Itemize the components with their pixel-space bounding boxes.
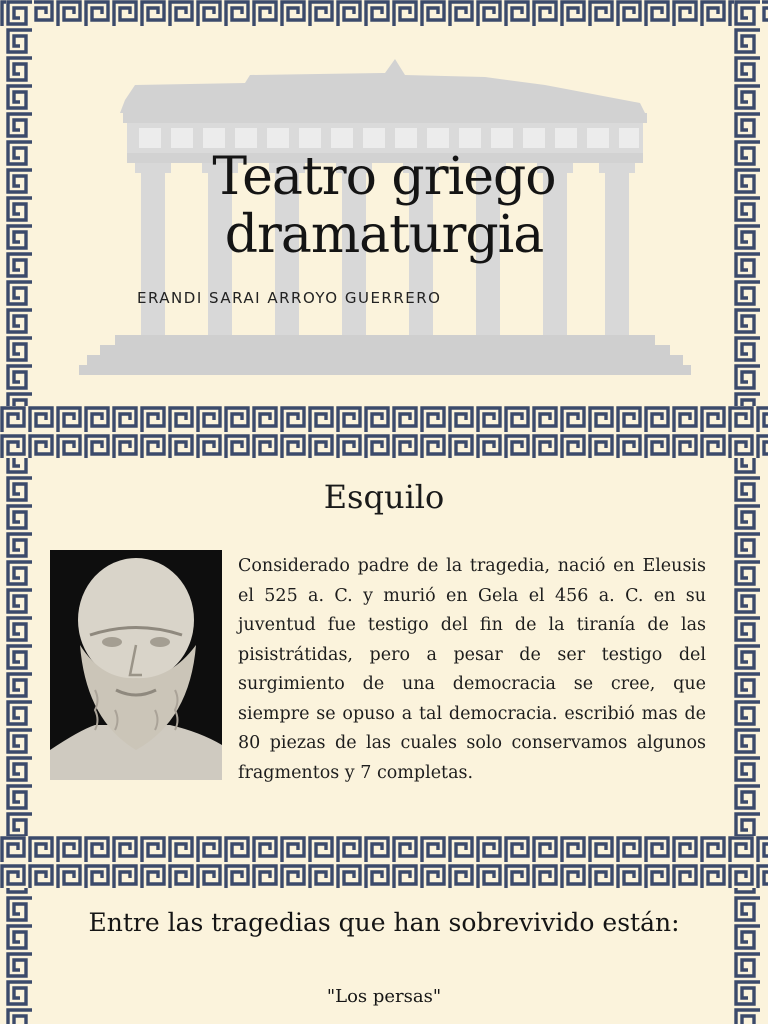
title-line-2: dramaturgia bbox=[224, 205, 544, 265]
section-heading: Esquilo bbox=[323, 478, 445, 516]
divider-border-2 bbox=[0, 836, 768, 888]
author-name: ERANDI SARAI ARROYO GUERRERO bbox=[137, 289, 442, 307]
title-line-1: Teatro griego bbox=[212, 147, 556, 207]
list-item: "Los persas" bbox=[326, 986, 442, 1007]
biography-paragraph: Considerado padre de la tragedia, nació en Eleusis el 525 a. C. y murió en Gela el 456 a. C. en su juventud fue testigo del fin de la tiranía de las pisistrátidas, pero a pesar de ser testigo del surgimiento de una democracia se cree, que siempre se opuso a tal democracia. escribió mas de 80 piezas de las cuales solo conservamos algunos fragmentos y 7 completas. bbox=[238, 556, 706, 783]
tragedies-heading: Entre las tragedias que han sobrevivido están: bbox=[88, 908, 680, 937]
aeschylus-bust-portrait bbox=[50, 550, 222, 780]
top-border bbox=[0, 0, 768, 28]
divider-border-1 bbox=[0, 406, 768, 458]
